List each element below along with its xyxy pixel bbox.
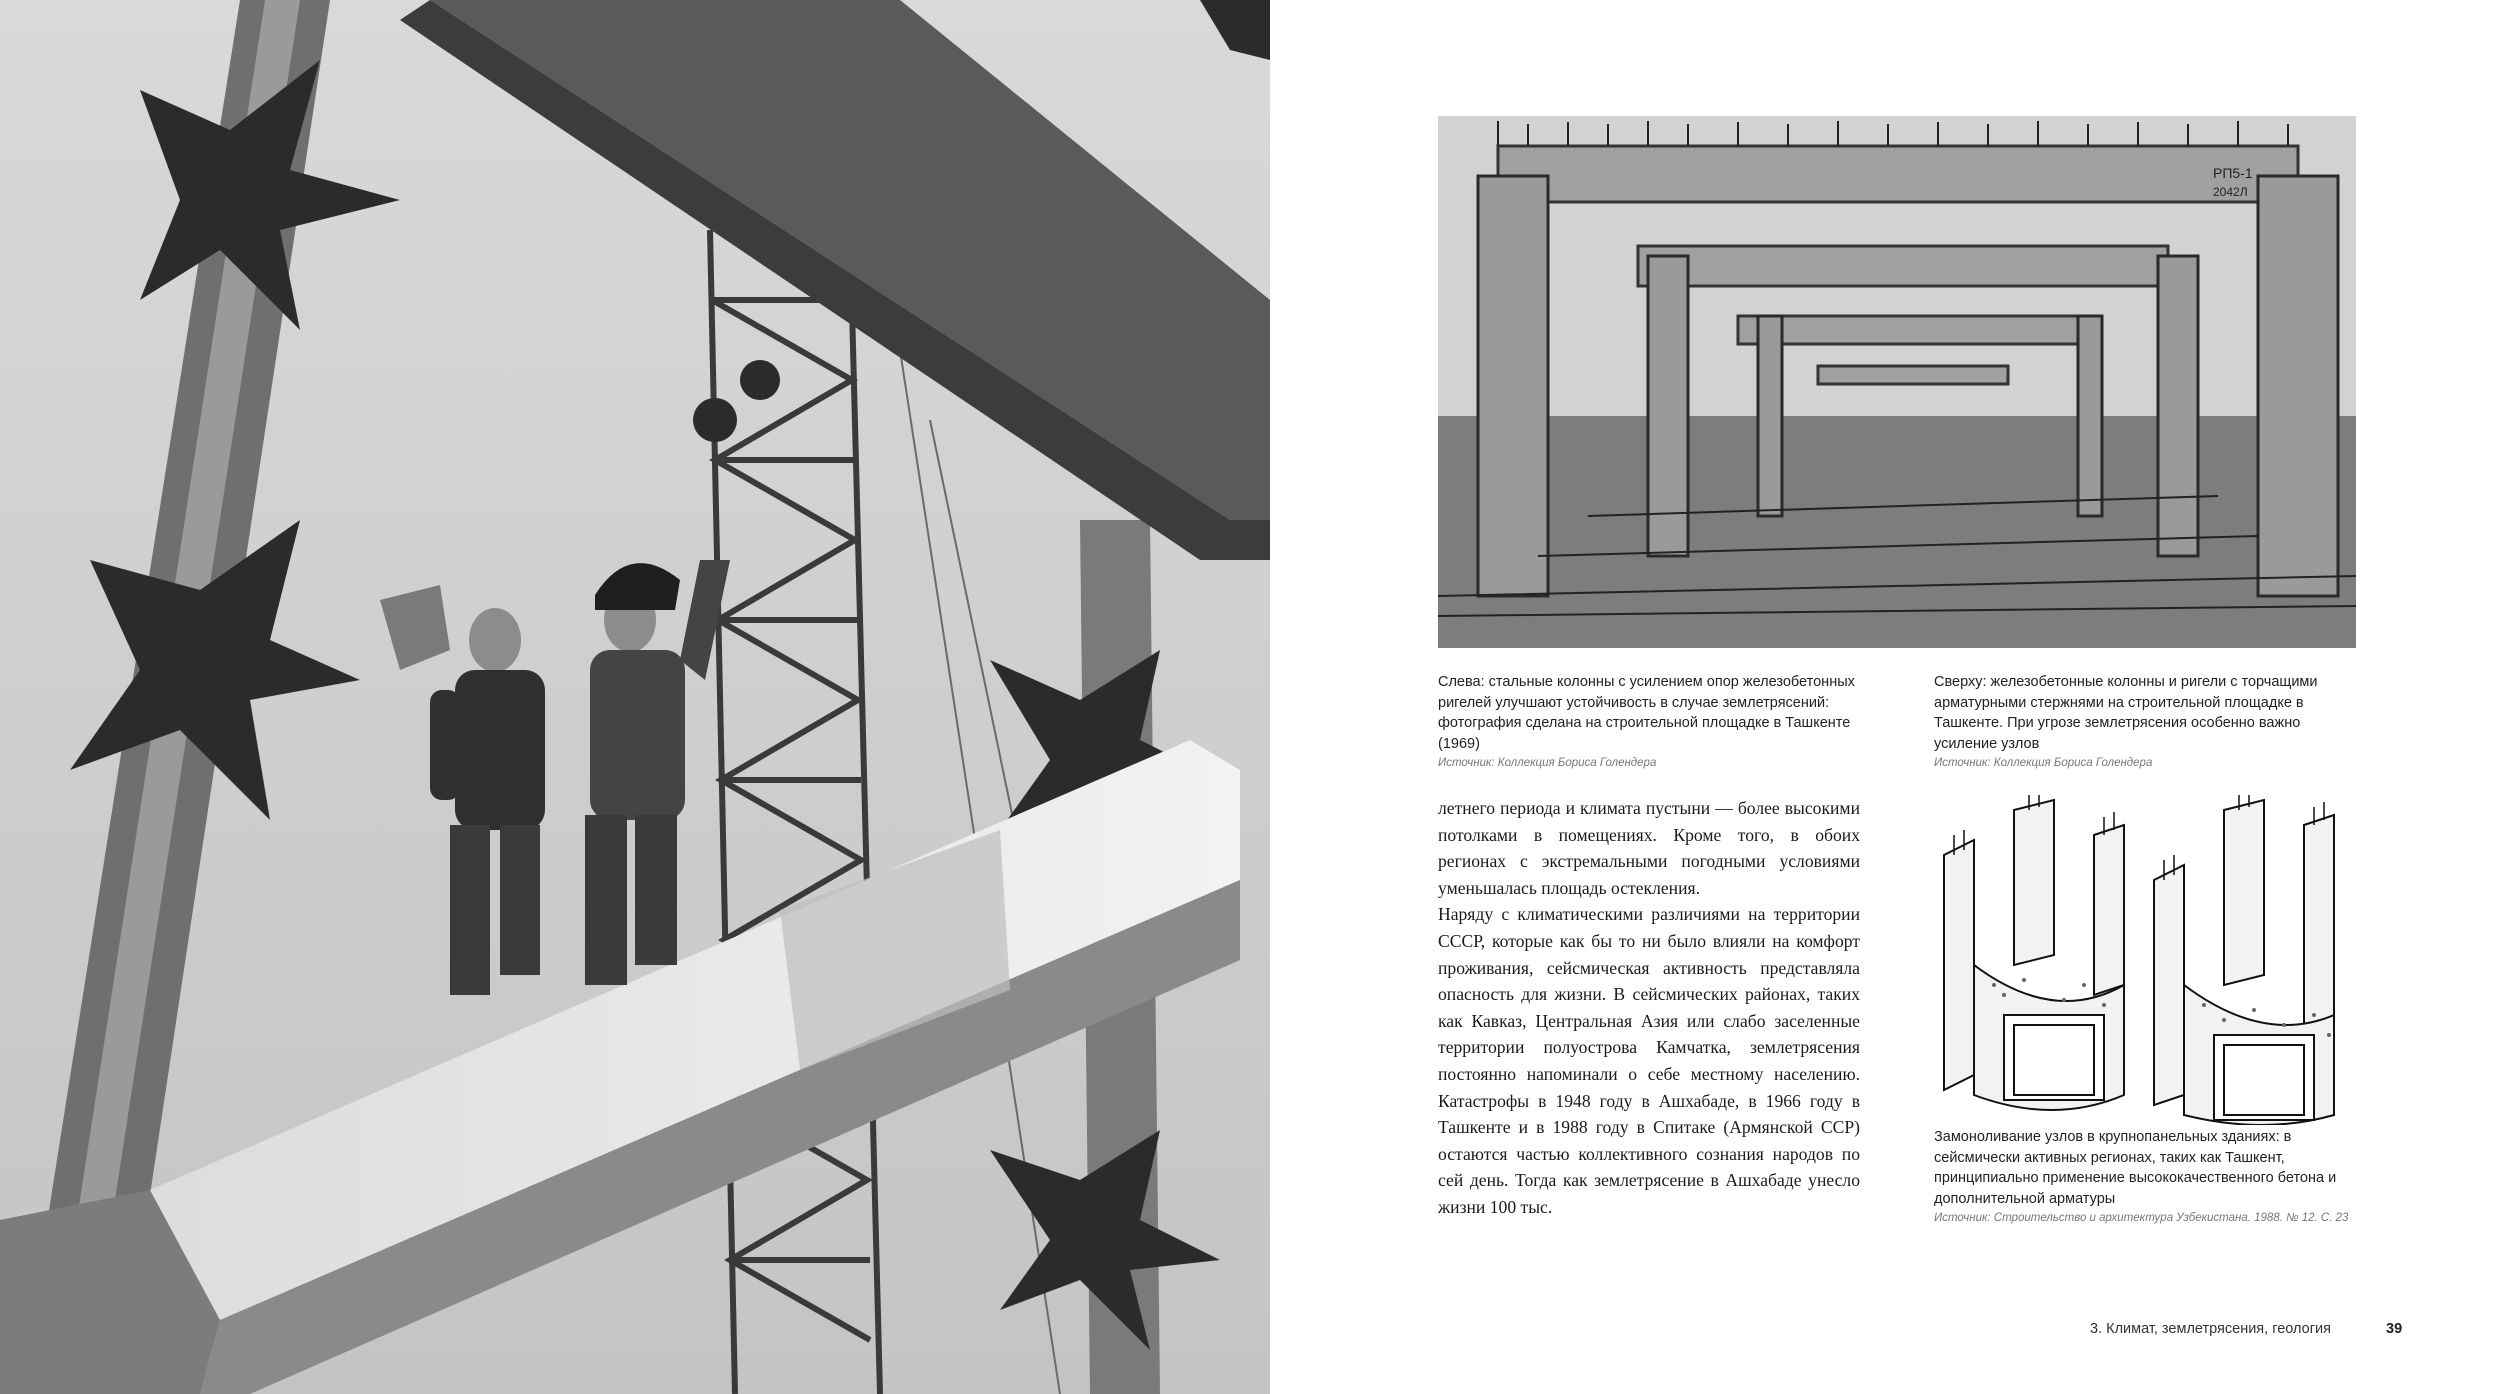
page-number: 39: [2386, 1321, 2403, 1337]
joint-drawings: [1934, 795, 2366, 1125]
body-paragraph-1: летнего периода и климата пустыни — более высокими потолками в помещениях. Кроме того, в обоих регионах с экстремальными погодными условиями уменьшалась площадь остекления.: [1438, 798, 1860, 898]
caption-top-photo: [1934, 672, 2364, 772]
caption-left-source: Источник: Коллекция Бориса Голендера: [1438, 757, 1657, 769]
beam-marking-2: 2042Л: [2213, 185, 2248, 199]
caption-drawing-source: Источник: Строительство и архитектура Узбекистана. 1988. № 12. С. 23: [1934, 1212, 2349, 1224]
caption-top-text: Сверху: железобетонные колонны и ригели с торчащими арматурными стержнями на строительной площадке в Ташкенте. При угрозе землетрясения особенно важно усиление узлов: [1934, 674, 2318, 752]
body-paragraph-2: Наряду с климатическими различиями на территории СССР, которые как бы то ни было влияли на комфорт проживания, сейсмическая активность представляла опасность для жизни. В сейсмических районах, таких как Кавказ, Центральная Азия или слабо заселенные территории полуострова Камчатка, землетрясения постоянно напоминали о себе местному населению. Катастрофы в 1948 году в Ашхабаде, в 1966 году в Ташкенте и в 1988 году в Спитаке (Армянской ССР) остаются частью коллективного сознания народов по сей день. Тогда как землетрясение в Ашхабаде унесло жизни 100 тыс.: [1438, 904, 1860, 1217]
caption-top-source: Источник: Коллекция Бориса Голендера: [1934, 757, 2153, 769]
caption-left-text: Слева: стальные колонны с усилением опор железобетонных ригелей улучшают устойчивость в случае землетрясений: фотография сделана на строительной площадке в Ташкенте (1969): [1438, 674, 1855, 752]
caption-left-photo: [1438, 672, 1878, 772]
beam-marking: РП5-1: [2213, 165, 2253, 181]
footer-section-title: 3. Климат, землетрясения, геология: [2090, 1321, 2331, 1337]
top-photo-construction-site: [1438, 116, 2356, 648]
caption-drawing-text: Замоноливание узлов в крупнопанельных зданиях: в сейсмически активных регионах, таких как Ташкент, принципиально применение высококачественного бетона и дополнительной арматуры: [1934, 1129, 2337, 1207]
body-text: [1438, 795, 1860, 1221]
caption-drawing: [1934, 1127, 2374, 1227]
